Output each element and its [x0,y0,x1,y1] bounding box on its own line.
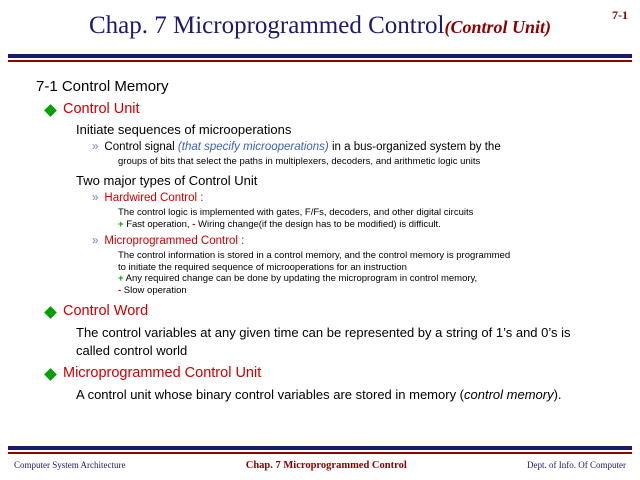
footer-divider-thick [8,446,632,450]
bullet-microprogrammed-control [92,235,626,247]
slide-header [0,0,640,58]
chevron-right-icon: » [92,141,99,153]
hardwired-control-detail [118,207,626,231]
control-signal-text-a: Control signal [104,141,178,153]
footer-divider-thin [8,452,632,454]
footer-right-text: Dept. of Info. Of Computer [527,460,626,470]
page-number: 7-1 [612,8,628,22]
control-unit-bullet-1 [92,141,626,153]
micro-detail-line-1: The control information is stored in a control memory, and the control memory is programmed [118,249,511,261]
control-signal-text-italic: (that specify microoperations) [177,141,329,153]
header-divider [8,54,632,62]
micro-con-text: Slow operation [121,285,187,297]
bullet-hardwired-control [92,192,626,204]
minus-sign-icon: - [118,285,122,297]
bullet-control-word [46,303,626,319]
control-unit-line-2: Two major types of Control Unit [76,172,258,188]
footer-divider [8,446,632,454]
mcu-text-b: ). [553,387,562,403]
hardwired-pro-text: Fast operation, [123,218,193,230]
slide-content [0,68,640,440]
mcu-text-italic: control memory [464,387,554,403]
heading-control-unit: Control Unit [63,101,140,117]
plus-sign-icon: + [118,273,124,285]
hardwired-detail-line: The control logic is implemented with gates, F/Fs, decoders, and other digital circuits [118,206,474,218]
footer-left-text: Computer System Architecture [14,460,126,470]
control-unit-bullet-1-sub: groups of bits that select the paths in multiplexers, decoders, and arithmetic logic units [118,156,481,167]
page-title-subtitle: (Control Unit) [444,17,552,37]
header-divider-thin [8,60,632,62]
control-signal-text-b: in a bus-organized system by the [328,141,501,153]
hardwired-control-label: Hardwired Control : [104,191,204,204]
control-unit-line-1: Initiate sequences of microoperations [76,122,292,137]
section-title: 7-1 Control Memory [36,78,169,95]
hardwired-pros-cons [118,219,626,231]
micro-pro [118,273,626,285]
diamond-bullet-icon [44,306,57,319]
page-title-text: Chap. 7 Microprogrammed Control [88,12,445,39]
chevron-right-icon: » [92,191,99,204]
control-word-text: The control variables at any given time can be represented by a string of 1’s and 0’s is called control world [76,325,571,358]
micro-pro-text: Any required change can be done by updating the microprogram in control memory, [123,273,478,285]
slide-footer [14,456,626,474]
diamond-bullet-icon [44,104,57,117]
header-divider-thick [8,54,632,58]
heading-microprogrammed-control-unit: Microprogrammed Control Unit [63,365,262,382]
microprogrammed-control-label: Microprogrammed Control : [104,234,245,247]
diamond-bullet-icon [44,368,57,381]
plus-sign-icon: + [118,218,124,230]
bullet-microprogrammed-control-unit [46,365,626,381]
hardwired-con-text: Wiring change(if the design has to be modified) is difficult. [195,218,441,230]
microprogrammed-control-detail [118,250,626,298]
bullet-control-unit [46,101,626,117]
mcu-text-a: A control unit whose binary control variables are stored in memory ( [76,387,465,403]
control-unit-bullet-1-text [104,141,500,153]
heading-control-word: Control Word [63,303,149,320]
footer-center-text: Chap. 7 Microprogrammed Control [245,459,407,471]
minus-sign-icon: - [192,218,196,230]
microprogrammed-control-unit-text [76,386,576,404]
page-title [0,12,640,40]
chevron-right-icon: » [92,234,99,247]
micro-detail-line-2: to initiate the required sequence of microoperations for an instruction [118,261,407,273]
micro-con [118,285,626,297]
